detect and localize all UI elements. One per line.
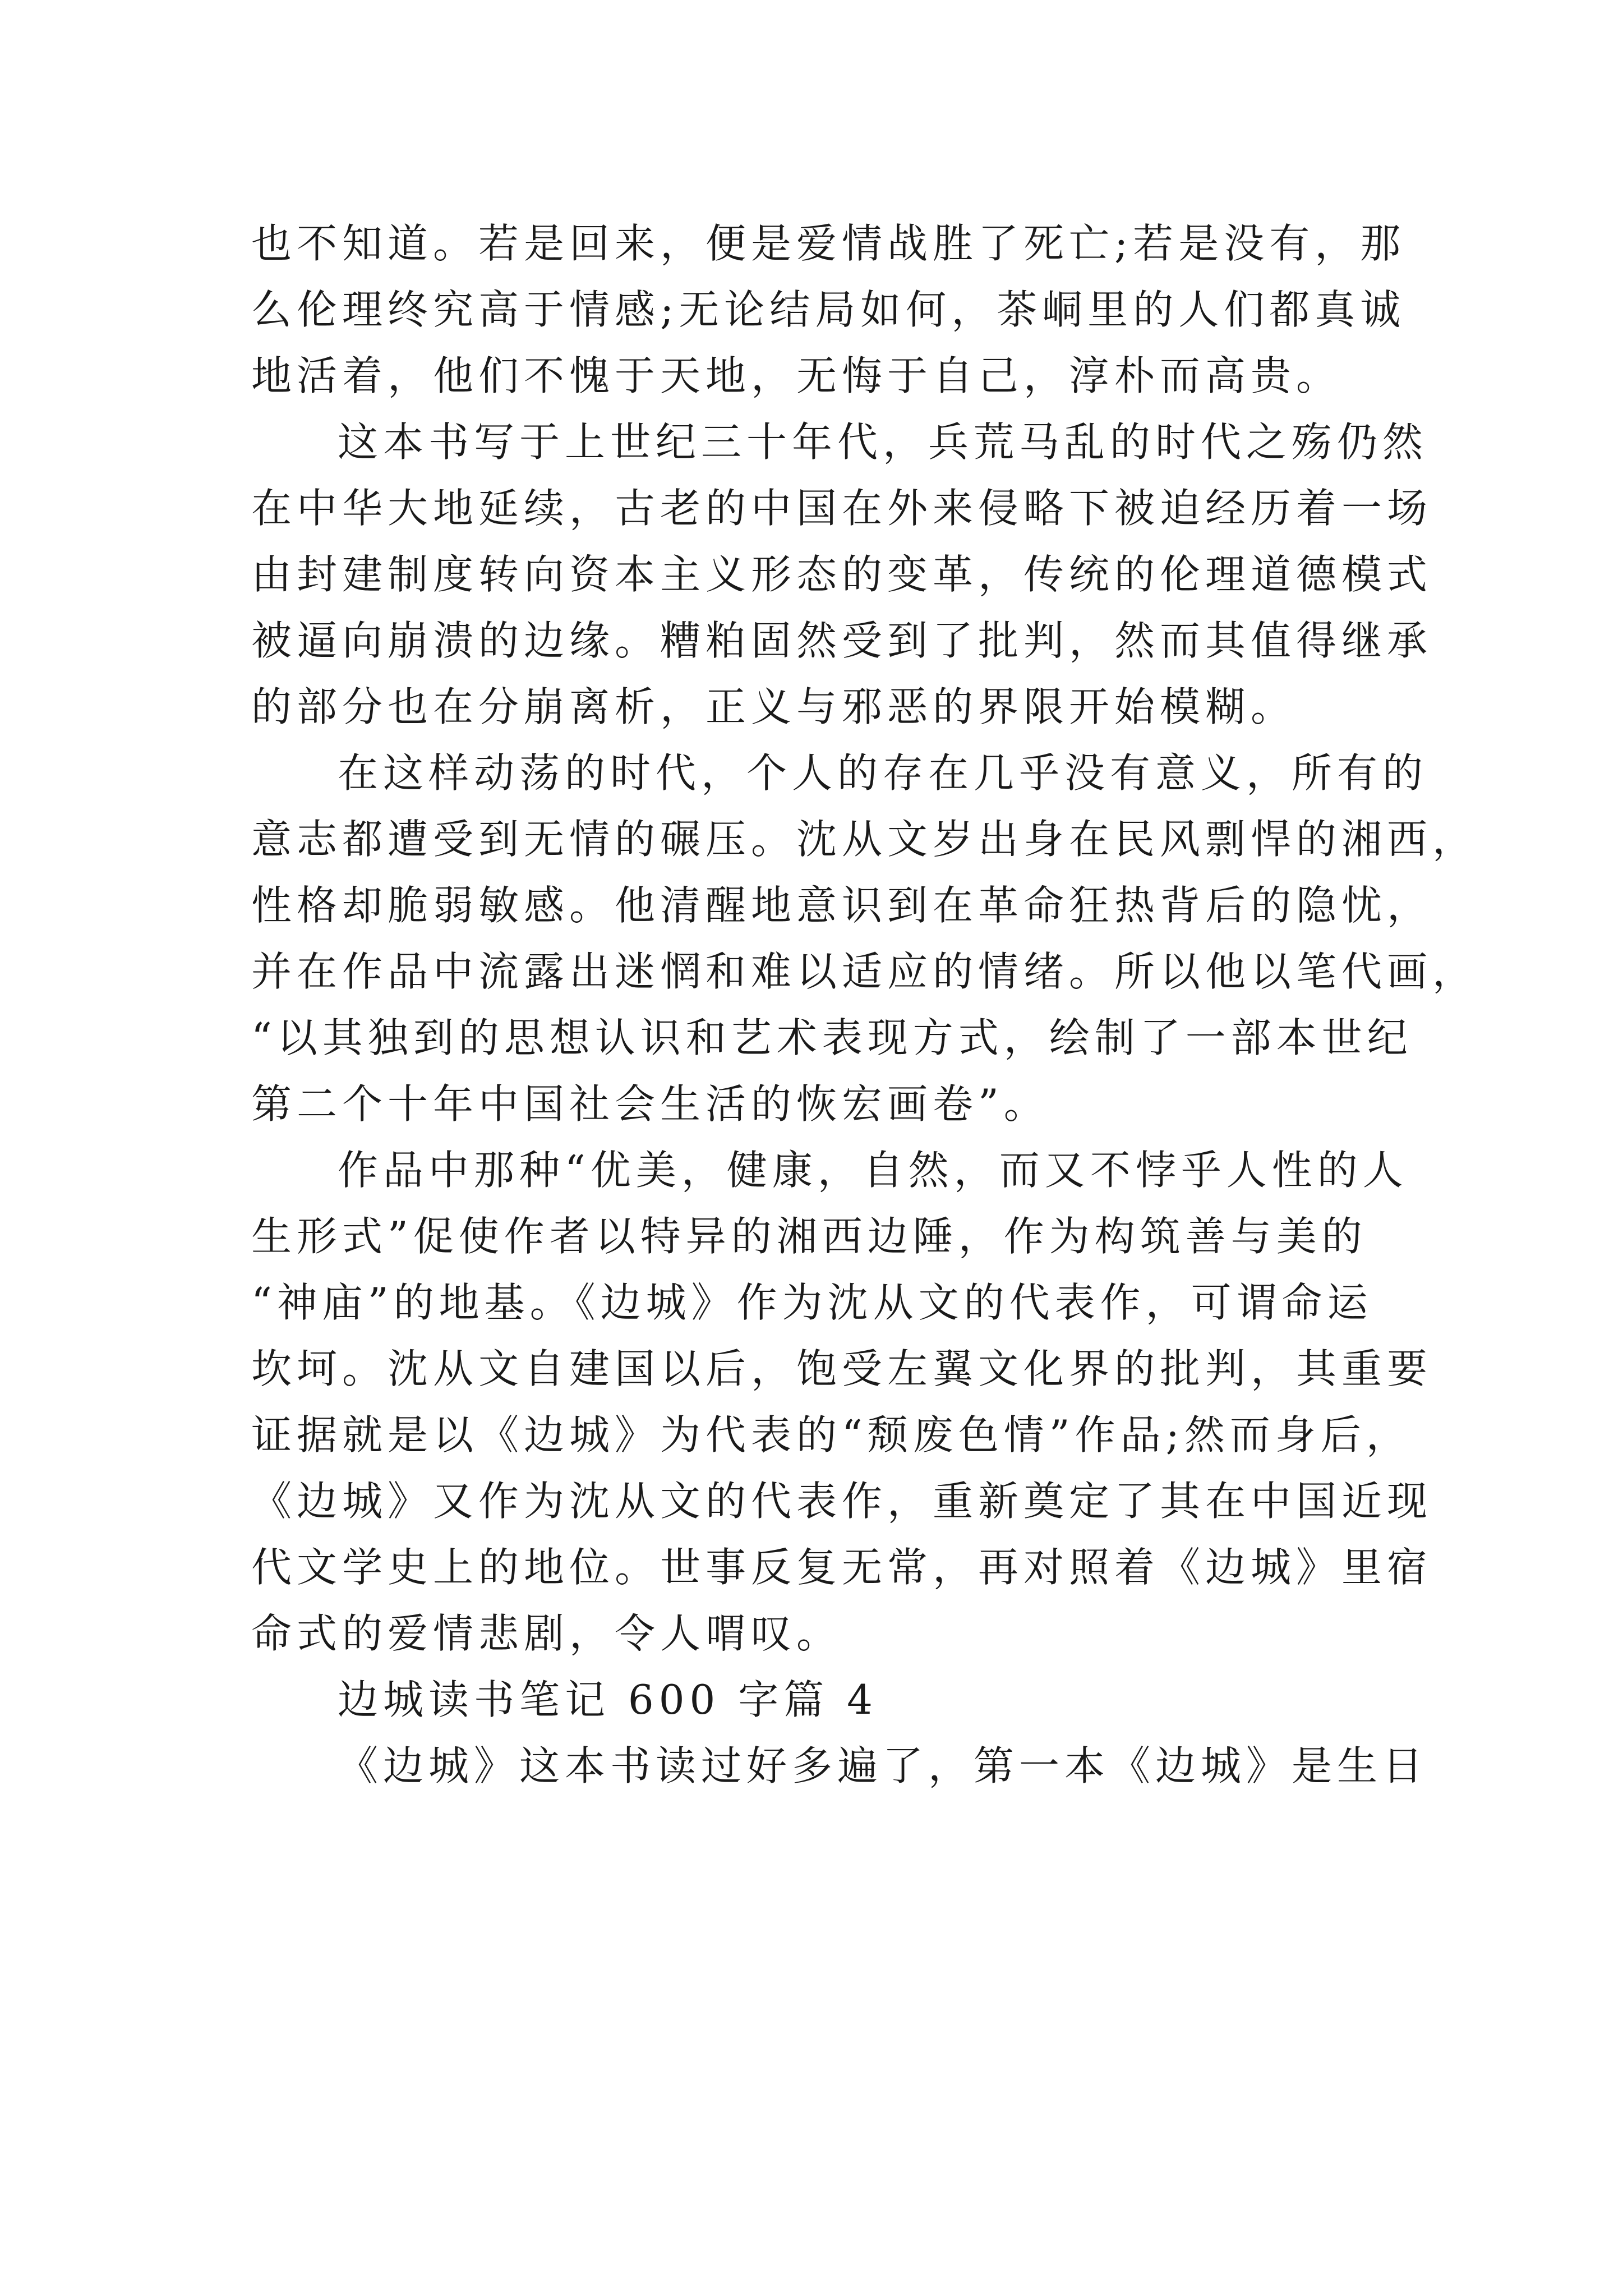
paragraph-first-line: 在这样动荡的时代，个人的存在几乎没有意义，所有的	[338, 749, 1428, 797]
text-line: 地活着，他们不愧于天地，无悔于自己，淳朴而高贵。	[251, 352, 1342, 399]
text-line: 《边城》又作为沈从文的代表作，重新奠定了其在中国近现	[251, 1478, 1433, 1525]
paragraph-first-line: 《边城》这本书读过好多遍了，第一本《边城》是生日	[338, 1742, 1428, 1789]
text-line: 意志都遭受到无情的碾压。沈从文岁出身在民风剽悍的湘西，	[251, 816, 1478, 863]
text-line: “神庙”的地基。《边城》作为沈从文的代表作，可谓命运	[251, 1279, 1373, 1326]
text-line: 生形式”促使作者以特异的湘西边陲，作为构筑善与美的	[251, 1213, 1367, 1260]
body-text	[251, 210, 1478, 1799]
text-line: 性格却脆弱敏感。他清醒地意识到在革命狂热背后的隐忧，	[251, 882, 1433, 929]
text-line: 么伦理终究高于情感;无论结局如何，茶峒里的人们都真诚	[251, 286, 1406, 333]
text-line: 也不知道。若是回来，便是爱情战胜了死亡;若是没有，那	[251, 220, 1406, 267]
paragraph-first-line: 作品中那种“优美，健康，自然，而又不悖乎人性的人	[338, 1147, 1408, 1194]
paragraph-first-line: 边城读书笔记 600 字篇 4	[338, 1676, 878, 1723]
text-line: 命式的爱情悲剧，令人喟叹。	[251, 1610, 842, 1657]
text-line: 第二个十年中国社会生活的恢宏画卷”。	[251, 1080, 1049, 1128]
text-line: 代文学史上的地位。世事反复无常，再对照着《边城》里宿	[251, 1544, 1433, 1591]
text-line: 证据就是以《边城》为代表的“颓废色情”作品;然而身后，	[251, 1411, 1412, 1458]
text-line: 在中华大地延续，古老的中国在外来侵略下被迫经历着一场	[251, 485, 1433, 532]
text-line: “以其独到的思想认识和艺术表现方式，绘制了一部本世纪	[251, 1014, 1413, 1061]
text-line: 被逼向崩溃的边缘。糟粕固然受到了批判，然而其值得继承	[251, 617, 1433, 664]
text-line: 坎坷。沈从文自建国以后，饱受左翼文化界的批判，其重要	[251, 1345, 1433, 1392]
paragraph-first-line: 这本书写于上世纪三十年代，兵荒马乱的时代之殇仍然	[338, 418, 1428, 466]
text-line: 并在作品中流露出迷惘和难以适应的情绪。所以他以笔代画，	[251, 948, 1478, 995]
text-line: 的部分也在分崩离析，正义与邪恶的界限开始模糊。	[251, 683, 1297, 730]
text-line: 由封建制度转向资本主义形态的变革，传统的伦理道德模式	[251, 551, 1433, 598]
